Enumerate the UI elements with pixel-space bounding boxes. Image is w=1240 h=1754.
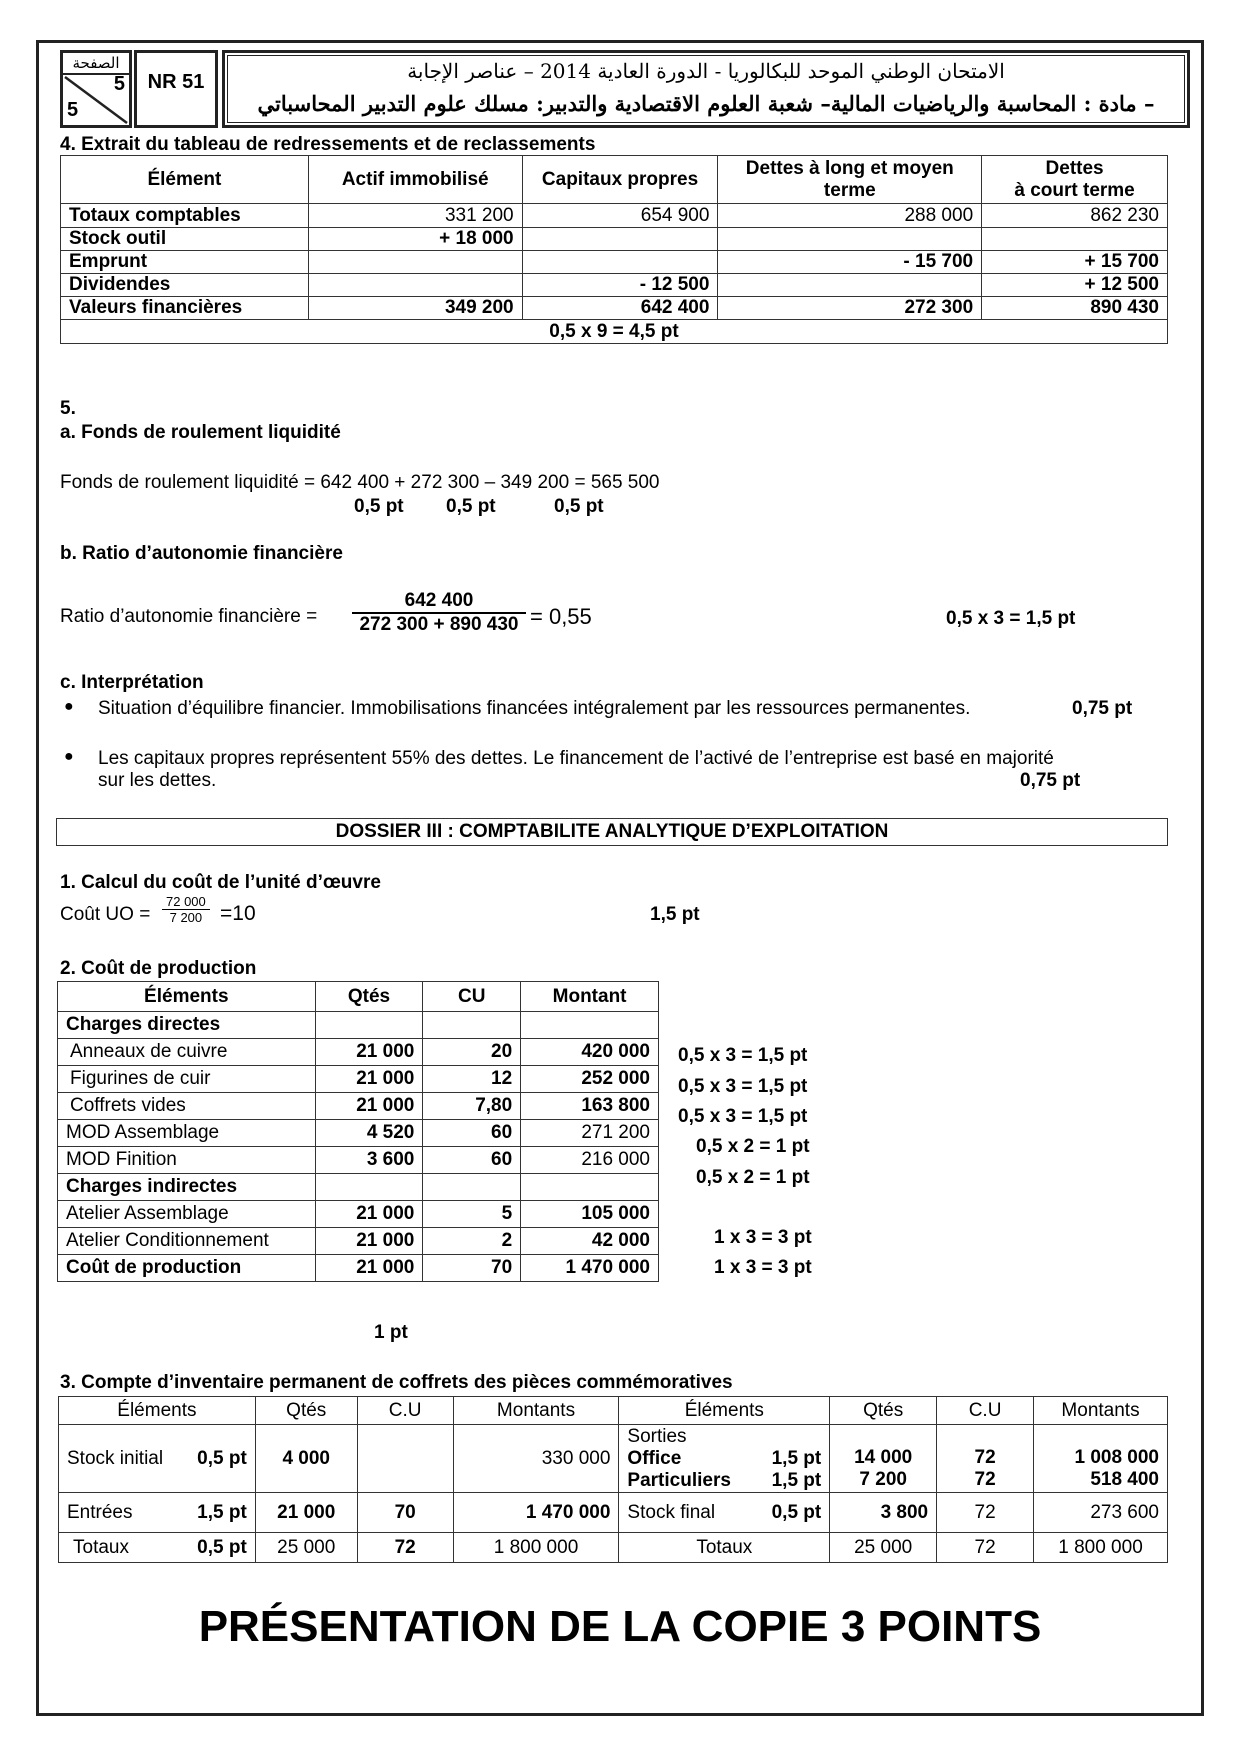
col-header-montant: Montant	[521, 982, 659, 1012]
ratio-points: 0,5 x 3 = 1,5 pt	[946, 608, 1076, 629]
col-header-cu-left: C.U	[357, 1397, 453, 1425]
cell-dct: + 12 500	[982, 274, 1168, 297]
entrees-cu: 70	[357, 1493, 453, 1533]
col-header-elements-left: Éléments	[59, 1397, 256, 1425]
stock-initial-cell	[59, 1425, 256, 1493]
row-points: 1 x 3 = 3 pt	[714, 1227, 812, 1249]
ratio-result: = 0,55	[530, 604, 592, 629]
row-label: Totaux comptables	[61, 204, 309, 228]
totaux-left-cu: 72	[357, 1533, 453, 1563]
cell-ai	[308, 251, 522, 274]
col-header-qtes: Qtés	[315, 982, 423, 1012]
section5b-title: b. Ratio d’autonomie financière	[60, 543, 343, 564]
stock-initial-montant: 330 000	[453, 1425, 619, 1493]
sortie-office-qte: 14 000	[854, 1446, 913, 1468]
interpretation-1: Situation d’équilibre financier. Immobilisations financées intégralement par les ressources permanentes.	[98, 698, 971, 719]
cell-qte: 21 000	[315, 1228, 423, 1255]
cell-qte: 21 000	[315, 1093, 423, 1120]
interpretation-1-points: 0,75 pt	[1072, 698, 1133, 719]
table-row	[61, 274, 1168, 297]
exam-title-line1: الامتحان الوطني الموحد للبكالوريا - الدورة العادية 2014 – عناصر الإجابة	[407, 59, 1005, 83]
row-label: Dividendes	[61, 274, 309, 297]
sorties-montants	[1034, 1425, 1168, 1493]
cell-cp: 654 900	[522, 204, 718, 228]
totaux-left-montant: 1 800 000	[453, 1533, 619, 1563]
header-dlmt-line2: terme	[823, 179, 876, 201]
table-row	[58, 1255, 659, 1282]
cell-montant: 252 000	[521, 1066, 659, 1093]
points-total: 0,5 x 9 = 4,5 pt	[61, 320, 1168, 344]
table-header-row	[59, 1397, 1168, 1425]
exam-title-box	[222, 50, 1190, 128]
row-label: Stock outil	[61, 228, 309, 251]
cell-cu: 20	[423, 1039, 521, 1066]
sortie-particuliers-label: Particuliers	[627, 1469, 731, 1491]
col-header-dlmt	[718, 156, 982, 204]
section4-title: 4. Extrait du tableau de redressements et de reclassements	[60, 134, 596, 155]
section5-number: 5.	[60, 398, 76, 419]
stock-initial-qte: 4 000	[255, 1425, 357, 1493]
cell-cu: 70	[423, 1255, 521, 1282]
col-header-cu-right: C.U	[937, 1397, 1034, 1425]
cell-qte: 21 000	[315, 1039, 423, 1066]
cell-montant: 105 000	[521, 1201, 659, 1228]
bullet-icon: ●	[64, 698, 74, 715]
cell-dlmt	[718, 274, 982, 297]
section-row	[58, 1012, 659, 1039]
sorties-cell	[619, 1425, 830, 1493]
col-header-montants-left: Montants	[453, 1397, 619, 1425]
cell-dct: 890 430	[982, 297, 1168, 320]
interpretation-2-points: 0,75 pt	[1020, 770, 1081, 791]
table-row	[58, 1066, 659, 1093]
table-row	[61, 251, 1168, 274]
sortie-office-label: Office	[627, 1447, 682, 1469]
cell-ai	[308, 274, 522, 297]
row-points: 0,5 x 3 = 1,5 pt	[678, 1105, 808, 1127]
exam-code: NR 51	[134, 50, 218, 128]
row-points: 1 x 3 = 3 pt	[714, 1257, 812, 1279]
table-row	[59, 1493, 1168, 1533]
totaux-left-cell	[59, 1533, 256, 1563]
row-label: Figurines de cuir	[58, 1066, 316, 1093]
cell-cu: 5	[423, 1201, 521, 1228]
page-total: 5	[67, 99, 79, 121]
cell-qte	[315, 1012, 423, 1039]
totaux-left-points: 0,5 pt	[197, 1536, 247, 1558]
cout-uo-numerator: 72 000	[162, 894, 210, 910]
stock-final-cell	[619, 1493, 830, 1533]
row-points: 0,5 x 2 = 1 pt	[696, 1136, 810, 1158]
ratio-label: Ratio d’autonomie financière =	[60, 606, 318, 627]
cell-dct: + 15 700	[982, 251, 1168, 274]
sortie-particuliers-montant: 518 400	[1090, 1468, 1159, 1490]
stock-final-qte: 3 800	[830, 1493, 937, 1533]
cell-dlmt: - 15 700	[718, 251, 982, 274]
entrees-montant: 1 470 000	[453, 1493, 619, 1533]
row-label: Atelier Conditionnement	[58, 1228, 316, 1255]
interpretation-2-line2: sur les dettes.	[98, 770, 217, 791]
q3-title: 3. Compte d’inventaire permanent de coffrets des pièces commémoratives	[60, 1372, 733, 1393]
exam-title-line2: – مادة : المحاسبة والرياضيات المالية– شعبة العلوم الاقتصادية والتدبير: مسلك علوم التدبير المحاسباتي	[257, 91, 1155, 116]
cout-uo-result: =10	[220, 902, 256, 925]
table-row	[61, 204, 1168, 228]
section5c-title: c. Interprétation	[60, 672, 204, 693]
row-label: Anneaux de cuivre	[58, 1039, 316, 1066]
sorties-heading: Sorties	[627, 1425, 687, 1447]
sorties-qtes	[830, 1425, 937, 1493]
dossier3-title: DOSSIER III : COMPTABILITE ANALYTIQUE D’EXPLOITATION	[56, 818, 1168, 846]
col-header-qtes-left: Qtés	[255, 1397, 357, 1425]
stock-initial-points: 0,5 pt	[197, 1447, 247, 1469]
cell-cu	[423, 1012, 521, 1039]
ratio-numerator: 642 400	[352, 590, 526, 614]
cell-montant	[521, 1174, 659, 1201]
row-label: MOD Finition	[58, 1147, 316, 1174]
cell-montant: 163 800	[521, 1093, 659, 1120]
cell-dct	[982, 228, 1168, 251]
sortie-particuliers-points: 1,5 pt	[771, 1469, 822, 1491]
row-label: Charges directes	[58, 1012, 316, 1039]
table-row	[61, 297, 1168, 320]
col-header-elements: Éléments	[58, 982, 316, 1012]
sortie-office-montant: 1 008 000	[1074, 1446, 1159, 1468]
cell-cp	[522, 228, 718, 251]
sorties-cu	[937, 1425, 1034, 1493]
stock-final-label: Stock final	[627, 1501, 716, 1523]
table-row	[58, 1093, 659, 1120]
entrees-cell	[59, 1493, 256, 1533]
cell-cu: 7,80	[423, 1093, 521, 1120]
stock-final-points: 0,5 pt	[771, 1501, 822, 1523]
points-a1: 0,5 pt	[354, 496, 404, 517]
table-row	[59, 1425, 1168, 1493]
cell-cu: 60	[423, 1120, 521, 1147]
section-row	[58, 1174, 659, 1201]
ratio-denominator: 272 300 + 890 430	[359, 614, 519, 635]
cell-dlmt	[718, 228, 982, 251]
cell-qte: 3 600	[315, 1147, 423, 1174]
row-label: Coût de production	[58, 1255, 316, 1282]
ratio-fraction	[352, 590, 526, 636]
row-label: MOD Assemblage	[58, 1120, 316, 1147]
cell-cp: 642 400	[522, 297, 718, 320]
totaux-right-cu: 72	[937, 1533, 1034, 1563]
fonds-roulement-formula: Fonds de roulement liquidité = 642 400 + 272 300 – 349 200 = 565 500	[60, 472, 660, 493]
q2-total-points: 1 pt	[374, 1322, 408, 1343]
points-row	[61, 320, 1168, 344]
cell-montant: 420 000	[521, 1039, 659, 1066]
table-row	[58, 1201, 659, 1228]
stock-final-montant: 273 600	[1034, 1493, 1168, 1533]
cell-montant: 1 470 000	[521, 1255, 659, 1282]
cell-cu: 12	[423, 1066, 521, 1093]
table-row	[58, 1147, 659, 1174]
totaux-right-qte: 25 000	[830, 1533, 937, 1563]
header-dlmt-line1: Dettes à long et moyen	[745, 157, 954, 179]
totaux-left-label: Totaux	[73, 1536, 129, 1558]
cell-cu	[423, 1174, 521, 1201]
row-points: 0,5 x 3 = 1,5 pt	[678, 1045, 808, 1067]
totaux-right-montant: 1 800 000	[1034, 1533, 1168, 1563]
col-header-capitaux: Capitaux propres	[522, 156, 718, 204]
cout-production-table	[57, 981, 659, 1282]
cell-ai: 331 200	[308, 204, 522, 228]
cell-qte: 21 000	[315, 1066, 423, 1093]
sortie-particuliers-qte: 7 200	[859, 1468, 907, 1490]
cout-uo-denominator: 7 200	[169, 910, 203, 925]
sortie-particuliers-cu: 72	[974, 1468, 996, 1490]
row-points: 0,5 x 2 = 1 pt	[696, 1166, 810, 1188]
row-points: 0,5 x 3 = 1,5 pt	[678, 1075, 808, 1097]
entrees-label: Entrées	[67, 1501, 133, 1523]
cell-qte: 21 000	[315, 1201, 423, 1228]
section5a-title: a. Fonds de roulement liquidité	[60, 422, 341, 443]
col-header-actif: Actif immobilisé	[308, 156, 522, 204]
redressements-table	[60, 155, 1168, 344]
cell-qte: 4 520	[315, 1120, 423, 1147]
presentation-banner: PRÉSENTATION DE LA COPIE 3 POINTS	[198, 1602, 1042, 1651]
header-dct-line1: Dettes	[1045, 157, 1104, 179]
interpretation-2-line1: Les capitaux propres représentent 55% des dettes. Le financement de l’activé de l’entreprise est basé en majorité	[98, 748, 1054, 769]
cout-uo-label: Coût UO =	[60, 904, 151, 925]
cell-ai: 349 200	[308, 297, 522, 320]
entrees-qte: 21 000	[255, 1493, 357, 1533]
cout-production-body	[58, 1012, 659, 1282]
cell-cu: 2	[423, 1228, 521, 1255]
cell-cp: - 12 500	[522, 274, 718, 297]
row-label: Valeurs financières	[61, 297, 309, 320]
q2-title: 2. Coût de production	[60, 958, 257, 979]
col-header-dct	[982, 156, 1168, 204]
header-dct-line2: à court terme	[1014, 179, 1135, 201]
cell-dct: 862 230	[982, 204, 1168, 228]
col-header-element: Élément	[61, 156, 309, 204]
cell-qte	[315, 1174, 423, 1201]
bullet-icon: ●	[64, 748, 74, 765]
points-a2: 0,5 pt	[446, 496, 496, 517]
stock-final-cu: 72	[937, 1493, 1034, 1533]
cell-dlmt: 288 000	[718, 204, 982, 228]
entrees-points: 1,5 pt	[197, 1501, 247, 1523]
row-label: Emprunt	[61, 251, 309, 274]
stock-initial-cu	[357, 1425, 453, 1493]
cell-cu: 60	[423, 1147, 521, 1174]
totaux-left-qte: 25 000	[255, 1533, 357, 1563]
sortie-office-points: 1,5 pt	[771, 1447, 822, 1469]
cell-montant: 271 200	[521, 1120, 659, 1147]
cout-uo-fraction	[162, 894, 210, 925]
table-row	[58, 1228, 659, 1255]
cell-montant: 42 000	[521, 1228, 659, 1255]
table-header-row	[58, 982, 659, 1012]
cell-montant	[521, 1012, 659, 1039]
table-row	[61, 228, 1168, 251]
col-header-elements-right: Éléments	[619, 1397, 830, 1425]
col-header-montants-right: Montants	[1034, 1397, 1168, 1425]
table-row	[58, 1039, 659, 1066]
row-label: Atelier Assemblage	[58, 1201, 316, 1228]
table-row	[58, 1120, 659, 1147]
table-row	[59, 1533, 1168, 1563]
cell-ai: + 18 000	[308, 228, 522, 251]
table-header-row	[61, 156, 1168, 204]
page-number-box	[60, 50, 132, 128]
sortie-office-cu: 72	[974, 1446, 996, 1468]
cell-cp	[522, 251, 718, 274]
cell-qte: 21 000	[315, 1255, 423, 1282]
q1-points: 1,5 pt	[650, 904, 700, 925]
totaux-right-label: Totaux	[619, 1533, 830, 1563]
page-current: 5	[113, 73, 125, 95]
q1-title: 1. Calcul du coût de l’unité d’œuvre	[60, 872, 381, 893]
cell-dlmt: 272 300	[718, 297, 982, 320]
points-a3: 0,5 pt	[554, 496, 604, 517]
inventaire-table	[58, 1396, 1168, 1563]
stock-initial-label: Stock initial	[67, 1447, 164, 1469]
row-label: Charges indirectes	[58, 1174, 316, 1201]
row-label: Coffrets vides	[58, 1093, 316, 1120]
col-header-cu: CU	[423, 982, 521, 1012]
cell-montant: 216 000	[521, 1147, 659, 1174]
col-header-qtes-right: Qtés	[830, 1397, 937, 1425]
page-label: الصفحة	[63, 53, 129, 75]
